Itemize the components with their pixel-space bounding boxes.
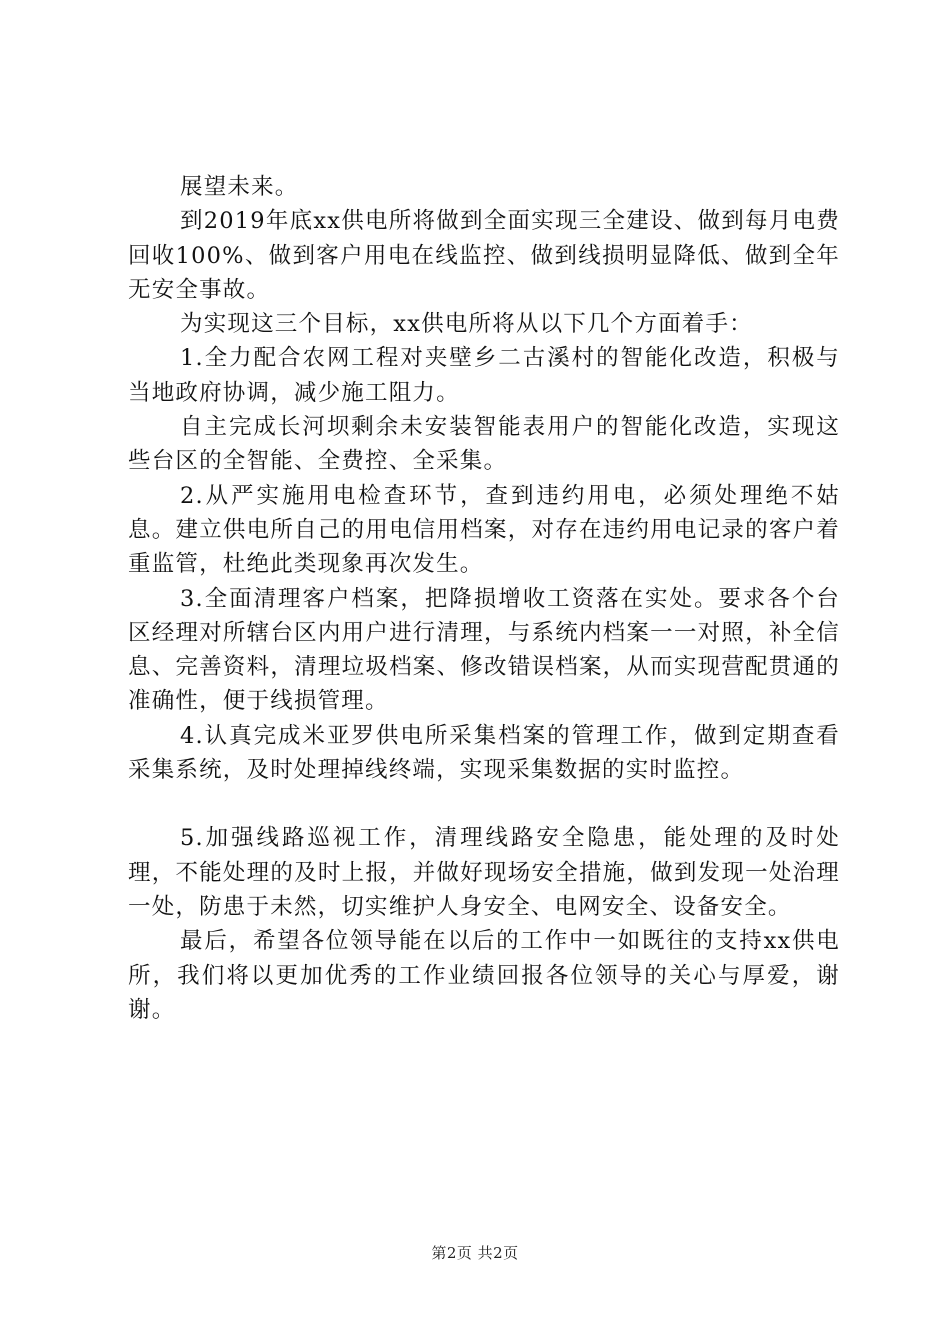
paragraph-item-5: 5.加强线路巡视工作，清理线路安全隐患，能处理的及时处理，不能处理的及时上报，并做好现场安全措施，做到发现一处治理一处，防患于未然，切实维护人身安全、电网安全、设备安全。 bbox=[128, 825, 840, 920]
paragraph-outlook: 展望未来。 bbox=[180, 174, 299, 200]
paragraph-item-1-continued: 自主完成长河坝剩余未安装智能表用户的智能化改造，实现这些台区的全智能、全费控、全采集。 bbox=[128, 414, 840, 475]
paragraph-item-3: 3.全面清理客户档案，把降损增收工资落在实处。要求各个台区经理对所辖台区内用户进行清理，与系统内档案一一对照，补全信息、完善资料，清理垃圾档案、修改错误档案，从而实现营配贯通的准确性，便于线损管理。 bbox=[128, 585, 840, 715]
paragraph-spacer bbox=[128, 787, 840, 821]
paragraph-approach-intro: 为实现这三个目标，xx供电所将从以下几个方面着手： bbox=[180, 311, 753, 338]
paragraph-item-4: 4.认真完成米亚罗供电所采集档案的管理工作，做到定期查看采集系统，及时处理掉线终端，实现采集数据的实时监控。 bbox=[128, 722, 840, 784]
page-number-footer: 第2页 共2页 bbox=[431, 1244, 519, 1262]
paragraph-closing: 最后，希望各位领导能在以后的工作中一如既往的支持xx供电所，我们将以更加优秀的工作业绩回报各位领导的关心与厚爱，谢谢。 bbox=[128, 928, 840, 1023]
paragraph-item-1: 1.全力配合农网工程对夹壁乡二古溪村的智能化改造，积极与当地政府协调，减少施工阻力。 bbox=[128, 345, 840, 406]
paragraph-goals: 到2019年底xx供电所将做到全面实现三全建设、做到每月电费回收100%、做到客户用电在线监控、做到线损明显降低、做到全年无安全事故。 bbox=[128, 208, 840, 303]
paragraph-item-2: 2.从严实施用电检查环节，查到违约用电，必须处理绝不姑息。建立供电所自己的用电信用档案，对存在违约用电记录的客户着重监管，杜绝此类现象再次发生。 bbox=[128, 482, 840, 578]
document-body bbox=[128, 170, 840, 1027]
